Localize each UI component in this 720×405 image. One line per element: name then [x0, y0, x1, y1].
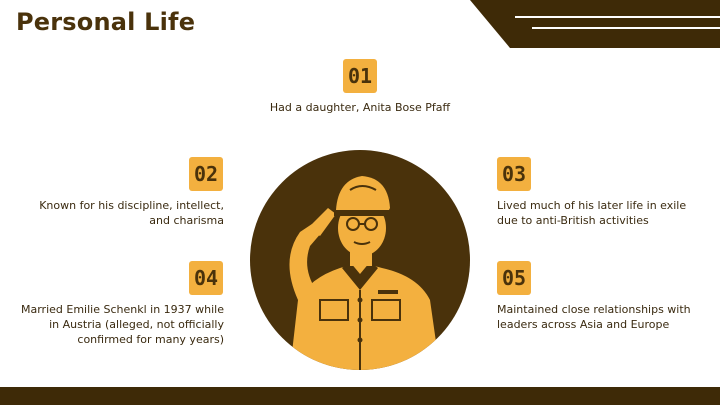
item-text-03: Lived much of his later life in exile due to anti-British activities: [497, 199, 687, 227]
footer-bar: [0, 387, 720, 405]
badge-01: 01: [343, 59, 377, 93]
page-title: Personal Life: [16, 8, 196, 36]
saluting-officer-portrait: [250, 150, 470, 370]
badge-05: 05: [497, 261, 531, 295]
corner-decoration: [470, 0, 720, 48]
item-text-04: Married Emilie Schenkl in 1937 while in Austria (alleged, not officially confirmed for many years): [20, 303, 224, 346]
badge-04: 04: [189, 261, 223, 295]
badge-02: 02: [189, 157, 223, 191]
item-text-02: Known for his discipline, intellect, and charisma: [39, 199, 224, 227]
item-text-05: Maintained close relationships with leaders across Asia and Europe: [497, 303, 691, 331]
badge-03: 03: [497, 157, 531, 191]
item-text-01: Had a daughter, Anita Bose Pfaff: [269, 101, 451, 114]
